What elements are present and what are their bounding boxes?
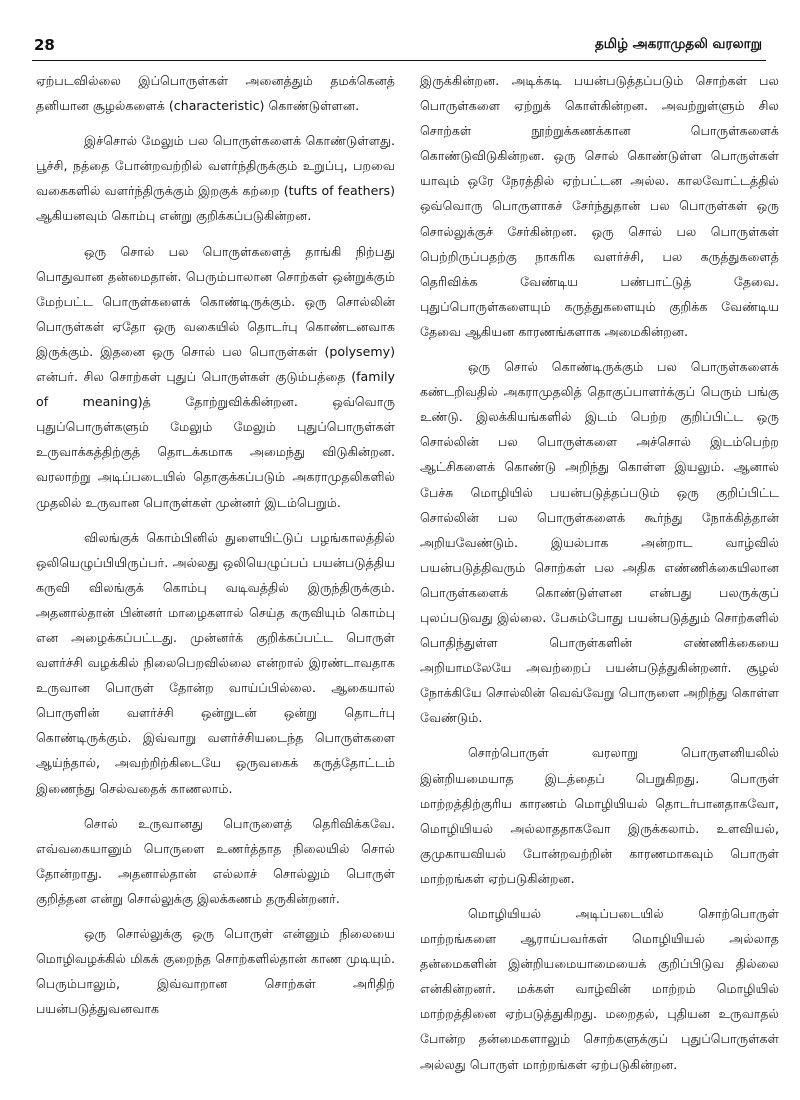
paragraph: இச்சொல் மேலும் பல பொருள்களைக் கொண்டுள்ளது. பூச்சி, நத்தை போன்றவற்றில் வளர்ந்திருக்கும் உறுப்பு, பறவை வகைகளில் வளர்ந்திருக்கும் இறகுக் கற்றை (tufts of feathers) ஆகியனவும் கொம்பு என்று குறிக்கப்படுகின்றன.	[36, 133, 395, 224]
right-column	[420, 68, 779, 1087]
paragraph: ஏற்படவில்லை இப்பொருள்கள் அனைத்தும் தமக்கெனத் தனியான சூழல்களைக் (characteristic) கொண்டுள்ளன.	[36, 73, 395, 114]
running-title: தமிழ் அகராமுதலி வரலாறு	[595, 36, 762, 52]
page-number: 28	[34, 36, 55, 54]
paragraph: ஒரு சொல் பல பொருள்களைத் தாங்கி நிற்பது பொதுவான தன்மைதான். பெரும்பாலான சொற்கள் ஒன்றுக்கும் மேற்பட்ட பொருள்களைக் கொண்டிருக்கும். ஒரு சொல்லின் பொருள்கள் ஏதோ ஒரு வகையில் தொடர்பு கொண்டனவாக இருக்கும். இதனை ஒரு சொல் பல பொருள்கள் (polysemy) என்பர். சில சொற்கள் புதுப் பொருள்கள் குடும்பத்தை (family of meaning)த் தோற்றுவிக்கின்றன. ஒவ்வொரு புதுப்பொருள்களும் மேலும் மேலும் புதுப்பொருள்கள் உருவாக்கத்திற்குத் தொடக்கமாக அமைந்து விடுகின்றன. வரலாற்று அடிப்படையில் தொகுக்கப்படும் அகராமுதலிகளில் முதலில் உருவான பொருள்கள் முன்னர் இடம்பெறும்.	[36, 243, 395, 510]
paragraph: ஒரு சொல் கொண்டிருக்கும் பல பொருள்களைக் கண்டறிவதில் அகராமுதலித் தொகுப்பாளர்க்குப் பெரும் பங்கு உண்டு. இலக்கியங்களில் இடம் பெற்ற குறிப்பிட்ட ஒரு சொல்லின் பல பொருள்களை அச்சொல் இடம்பெற்ற ஆட்சிகளைக் கொண்டு அறிந்து கொள்ள இயலும். ஆனால் பேச்சு மொழியில் பயன்படுத்தப்படும் ஒரு குறிப்பிட்ட சொல்லின் பல பொருள்களைக் கூர்ந்து நோக்கித்தான் அறியவேண்டும். இயல்பாக அன்றாட வாழ்வில் பயன்படுத்திவரும் சொற்கள் பல அதிக எண்ணிக்கையிலான பொருள்களைக் கொண்டுள்ளன என்பது பலருக்குப் புலப்படுவது இல்லை. பேசும்போது பயன்படுத்தும் சொற்களில் பொதிந்துள்ள பொருள்களின் எண்ணிக்கையை அறியாமலேயே அவற்றைப் பயன்படுத்துகின்றனர். சூழல் நோக்கியே சொல்லின் வெவ்வேறு பொருளை அறிந்து கொள்ள வேண்டும்.	[420, 359, 779, 726]
paragraph: சொல் உருவானது பொருளைத் தெரிவிக்கவே. எவ்வகையானும் பொருளை உணர்த்தாத நிலையில் சொல் தோன்றாது. அதனால்தான் எல்லாச் சொல்லும் பொருள் குறித்தன என்று சொல்லுக்கு இலக்கணம் தருகின்றனர்.	[36, 815, 395, 906]
paragraph: ஒரு சொல்லுக்கு ஒரு பொருள் என்னும் நிலையை மொழிவழக்கில் மிகக் குறைந்த சொற்களில்தான் காண முடியும். பெரும்பாலும், இவ்வாறான சொற்கள் அரிதிற் பயன்படுத்துவனவாக	[36, 926, 395, 1017]
paragraph: விலங்குக் கொம்பினில் துளையிட்டுப் பழங்காலத்தில் ஒலியெழுப்பியிருப்பர். அல்லது ஒலியெழுப்பப் பயன்படுத்திய கருவி விலங்குக் கொம்பு வடிவத்தில் இருந்திருக்கும். அதனால்தான் பின்னர் மாழைகளால் செய்த கருவியும் கொம்பு என அழைக்கப்பட்டது. முன்னர்க் குறிக்கப்பட்ட பொருள் வளர்ச்சி வழக்கில் நிலைபெறவில்லை என்றால் இரண்டாவதாக உருவான பொருள் தோன்ற வாய்ப்பில்லை. ஆகையால் பொருளின் வளர்ச்சி ஒன்றுடன் ஒன்று தொடர்பு கொண்டிருக்கும். இவ்வாறு வளர்ச்சியடைந்த பொருள்களை ஆய்ந்தால், அவற்றிற்கிடையே ஒருவகைக் கருத்தோட்டம் இணைந்து செல்வதைக் காணலாம்.	[36, 529, 395, 796]
paragraph: சொற்பொருள் வரலாறு பொருளனியலில் இன்றியமையாத இடத்தைப் பெறுகிறது. பொருள் மாற்றத்திற்குரிய காரணம் மொழியியல் தொடர்பானதாகவோ, மொழியியல் அல்லாததாகவோ இருக்கலாம். உளவியல், குமுகாயவியல் போன்றவற்றின் காரணமாகவும் பொருள் மாற்றங்கள் ஏற்படுகின்றன.	[420, 745, 779, 886]
left-column	[36, 68, 395, 1031]
header-rule	[32, 60, 766, 61]
paragraph: மொழியியல் அடிப்படையில் சொற்பொருள் மாற்றங்களை ஆராய்பவர்கள் மொழியியல் அல்லாத தன்மைகளின் இன்றியமையாமையைக் குறிப்பிடுவ தில்லை என்கின்றனர். மக்கள் வாழ்வின் மாற்றம் மொழியில் மாற்றத்தினை ஏற்படுத்துகிறது. மறைதல், புதியன உருவாதல் போன்ற தன்மைகளாலும் சொற்களுக்குப் புதுப்பொருள்கள் அல்லது பொருள் மாற்றங்கள் ஏற்படுகின்றன.	[420, 906, 779, 1072]
paragraph: இருக்கின்றன. அடிக்கடி பயன்படுத்தப்படும் சொற்கள் பல பொருள்களை ஏற்றுக் கொள்கின்றன. அவற்றுள்ளும் சில சொற்கள் நூற்றுக்கணக்கான பொருள்களைக் கொண்டுவிடுகின்றன. ஒரு சொல் கொண்டுள்ள பொருள்கள் யாவும் ஒரே நேரத்தில் ஏற்பட்டன அல்ல. காலவோட்டத்தில் ஒவ்வொரு பொருளாகச் சேர்ந்துதான் பல பொருள்கள் ஒரு சொல்லுக்குச் சேர்கின்றன. ஒரு சொல் பல பொருள்கள் பெற்றிருப்பதற்கு நாகரிக வளர்ச்சி, பல கருத்துகளைத் தெரிவிக்க வேண்டிய பண்பாட்டுத் தேவை. புதுப்பொருள்களையும் கருத்துகளையும் குறிக்க வேண்டிய தேவை ஆகியன காரணங்களாக அமைகின்றன.	[420, 73, 779, 339]
